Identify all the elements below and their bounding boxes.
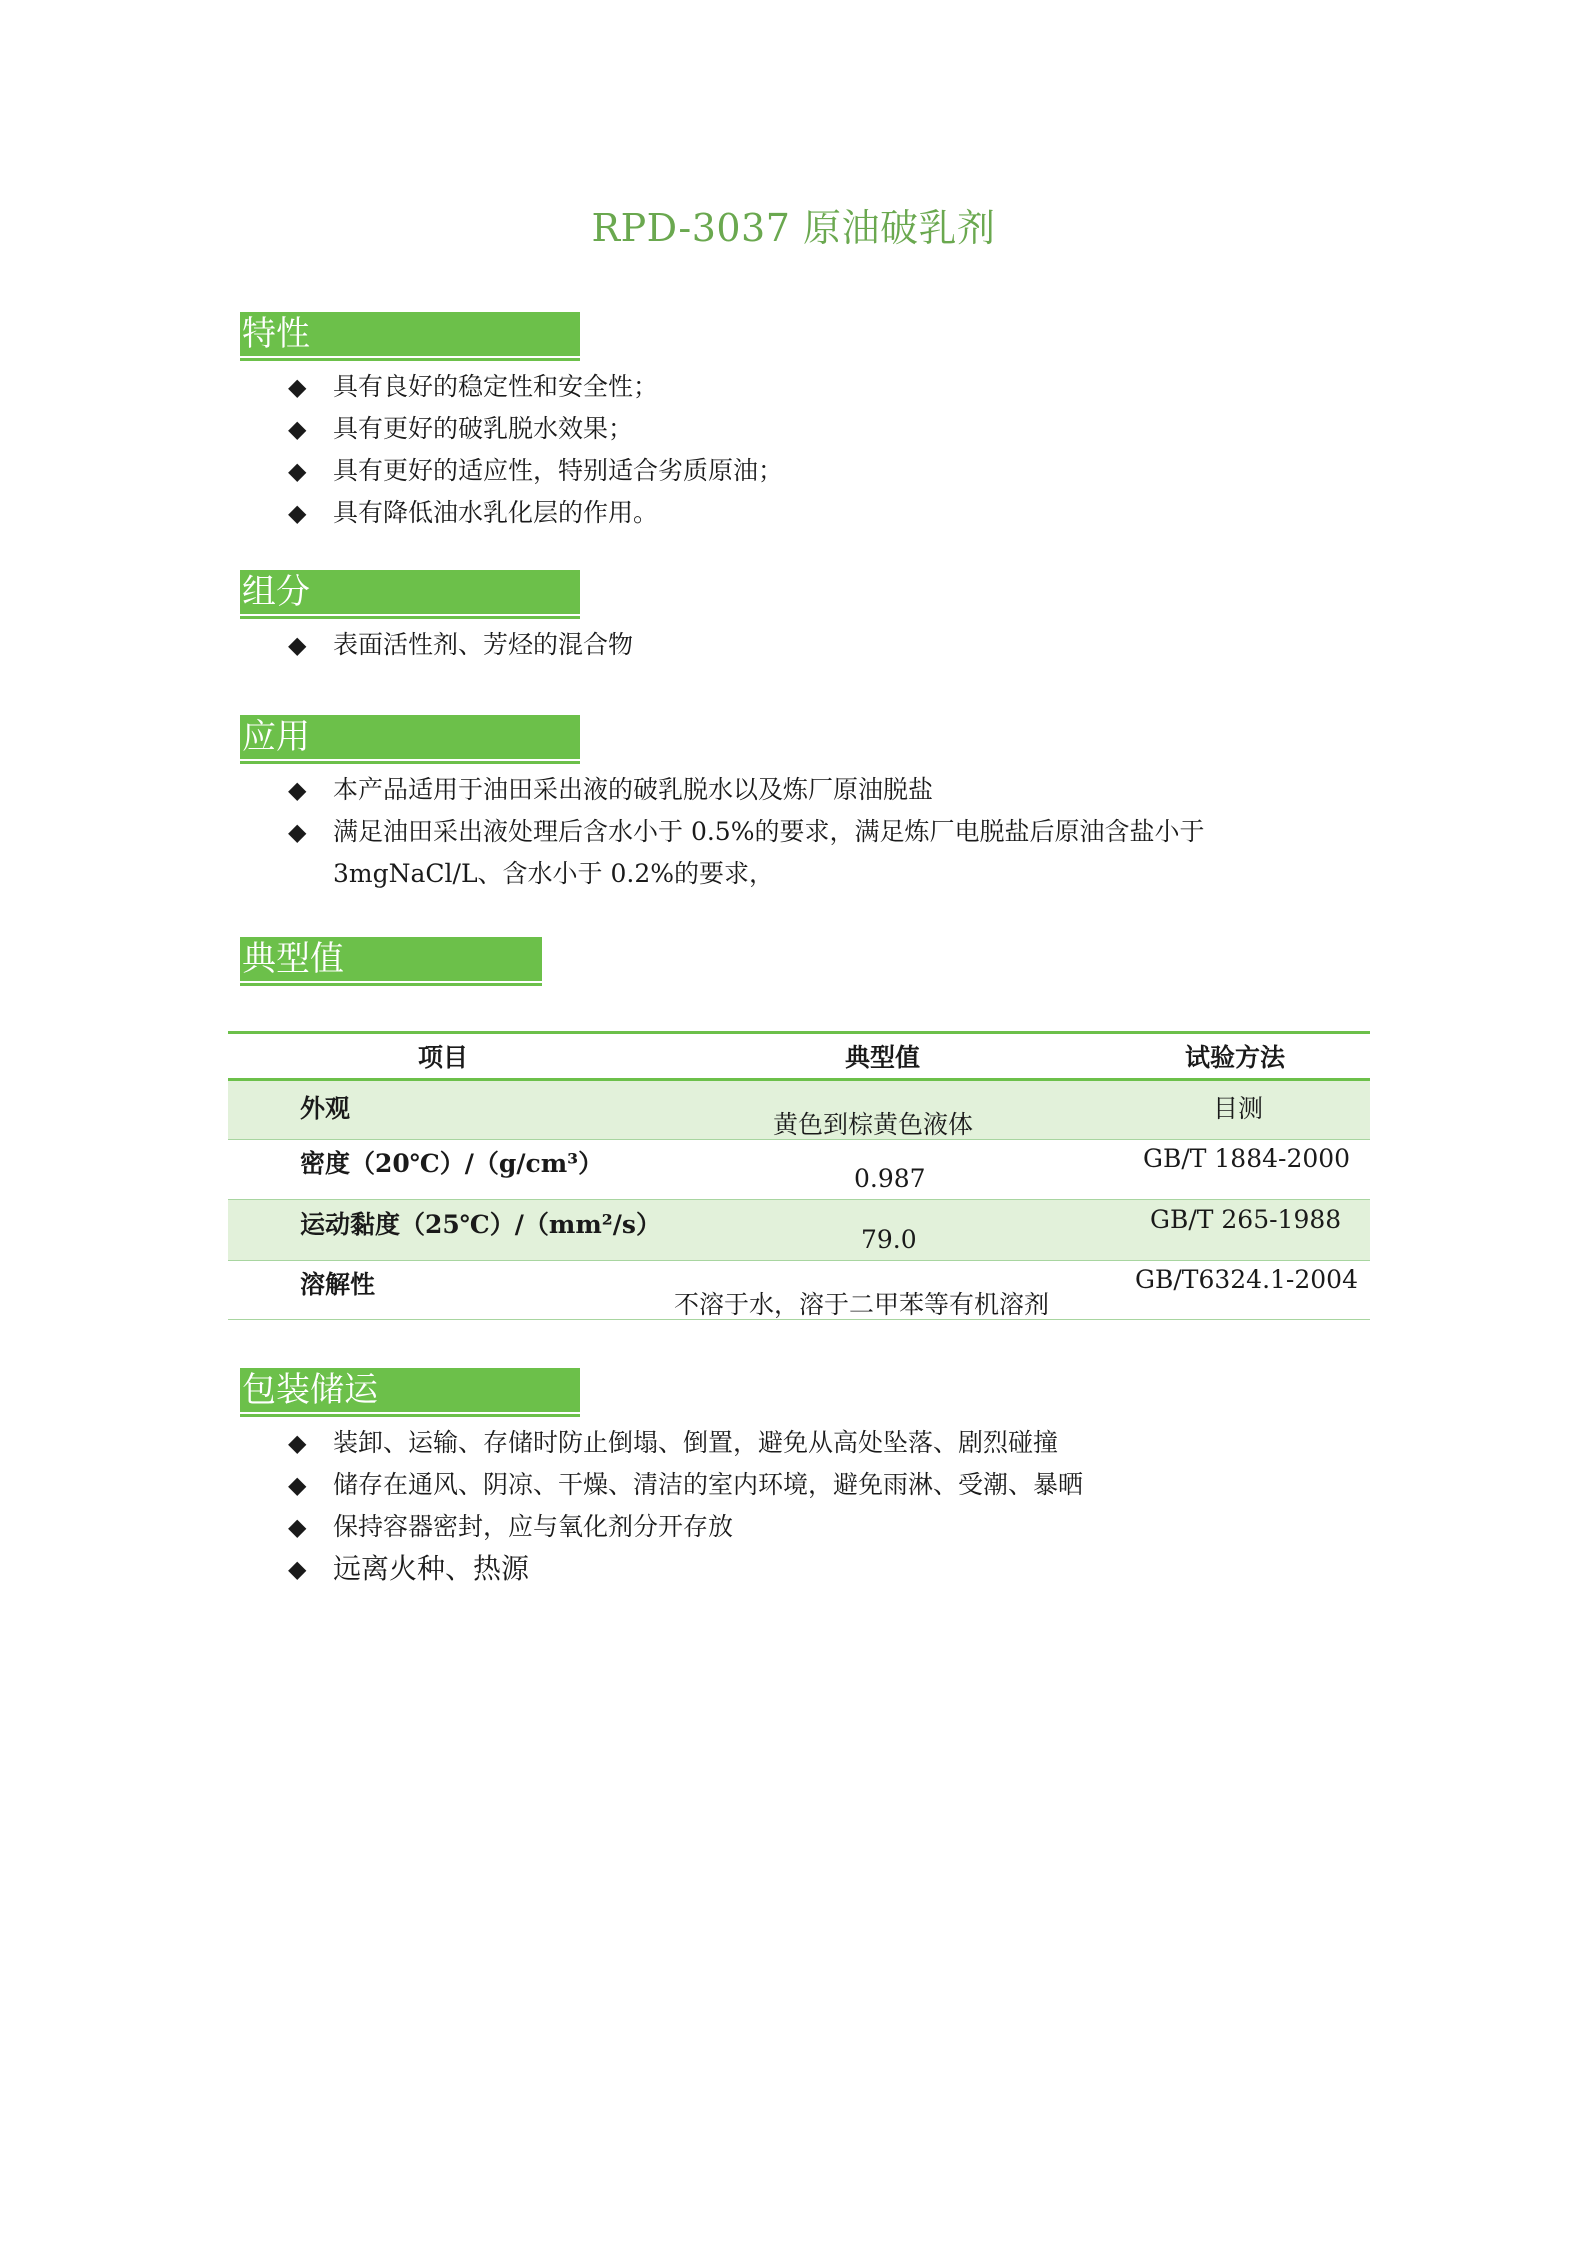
table-row [228, 1140, 1370, 1200]
section-heading-composition: 组分 [240, 570, 580, 616]
diamond-bullet-icon: ◆ [288, 776, 307, 804]
table-cell-value: 不溶于水，溶于二甲苯等有机溶剂 [674, 1290, 1050, 1319]
diamond-bullet-icon: ◆ [288, 1555, 307, 1583]
table-row [228, 1081, 1370, 1140]
list-item: ◆ 具有良好的稳定性和安全性； [240, 366, 783, 408]
list-item-continuation: 3mgNaCl/L、含水小于 0.2%的要求， [333, 859, 775, 888]
diamond-bullet-icon: ◆ [288, 818, 307, 846]
table-row [228, 1200, 1370, 1261]
table-cell-method: GB/T 265-1988 [1150, 1205, 1342, 1234]
table-cell-item: 溶解性 [300, 1270, 376, 1299]
table-header-typical: 典型值 [845, 1043, 921, 1072]
application-list [240, 769, 1204, 895]
section-heading-typical-values: 典型值 [240, 937, 542, 983]
composition-list [240, 624, 633, 666]
list-item: ◆ 具有降低油水乳化层的作用。 [240, 492, 783, 534]
table-header-row [228, 1031, 1370, 1081]
table-row [228, 1261, 1370, 1320]
list-item: ◆ 远离火种、热源 [240, 1548, 1083, 1590]
table-cell-item: 密度（20℃）/（g/cm³） [300, 1149, 604, 1178]
table-header-item: 项目 [418, 1043, 469, 1072]
section-composition [240, 570, 633, 666]
diamond-bullet-icon: ◆ [288, 415, 307, 443]
list-item: ◆ 满足油田采出液处理后含水小于 0.5%的要求，满足炼厂电脱盐后原油含盐小于 [240, 811, 1204, 853]
table-cell-value: 0.987 [854, 1164, 926, 1193]
table-cell-method: 目测 [1213, 1094, 1264, 1123]
section-heading-properties: 特性 [240, 312, 580, 358]
list-item: ◆ 装卸、运输、存储时防止倒塌、倒置，避免从高处坠落、剧烈碰撞 [240, 1422, 1083, 1464]
section-properties [240, 312, 783, 534]
diamond-bullet-icon: ◆ [288, 631, 307, 659]
document-title: RPD-3037 原油破乳剂 [591, 206, 996, 250]
list-item: ◆ 具有更好的适应性，特别适合劣质原油； [240, 450, 783, 492]
properties-list [240, 366, 783, 534]
section-heading-packaging: 包装储运 [240, 1368, 580, 1414]
section-application [240, 715, 1204, 895]
list-item: ◆ 具有更好的破乳脱水效果； [240, 408, 783, 450]
diamond-bullet-icon: ◆ [288, 499, 307, 527]
table-header-method: 试验方法 [1185, 1043, 1286, 1072]
table-cell-method: GB/T6324.1-2004 [1135, 1265, 1358, 1294]
list-item: ◆ 表面活性剂、芳烃的混合物 [240, 624, 633, 666]
list-item: ◆ 本产品适用于油田采出液的破乳脱水以及炼厂原油脱盐 [240, 769, 1204, 811]
typical-values-table [228, 1031, 1370, 1320]
section-heading-application: 应用 [240, 715, 580, 761]
table-cell-value: 黄色到棕黄色液体 [773, 1110, 974, 1139]
section-packaging [240, 1368, 1083, 1590]
diamond-bullet-icon: ◆ [288, 1429, 307, 1457]
table-cell-item: 运动黏度（25℃）/（mm²/s） [300, 1210, 661, 1239]
packaging-list [240, 1422, 1083, 1590]
list-item: ◆ 保持容器密封，应与氧化剂分开存放 [240, 1506, 1083, 1548]
section-typical-values [240, 937, 542, 983]
table-cell-item: 外观 [300, 1094, 351, 1123]
list-item: ◆ 储存在通风、阴凉、干燥、清洁的室内环境，避免雨淋、受潮、暴晒 [240, 1464, 1083, 1506]
diamond-bullet-icon: ◆ [288, 1513, 307, 1541]
table-cell-value: 79.0 [861, 1225, 917, 1254]
diamond-bullet-icon: ◆ [288, 1471, 307, 1499]
diamond-bullet-icon: ◆ [288, 457, 307, 485]
diamond-bullet-icon: ◆ [288, 373, 307, 401]
table-cell-method: GB/T 1884-2000 [1143, 1144, 1351, 1173]
